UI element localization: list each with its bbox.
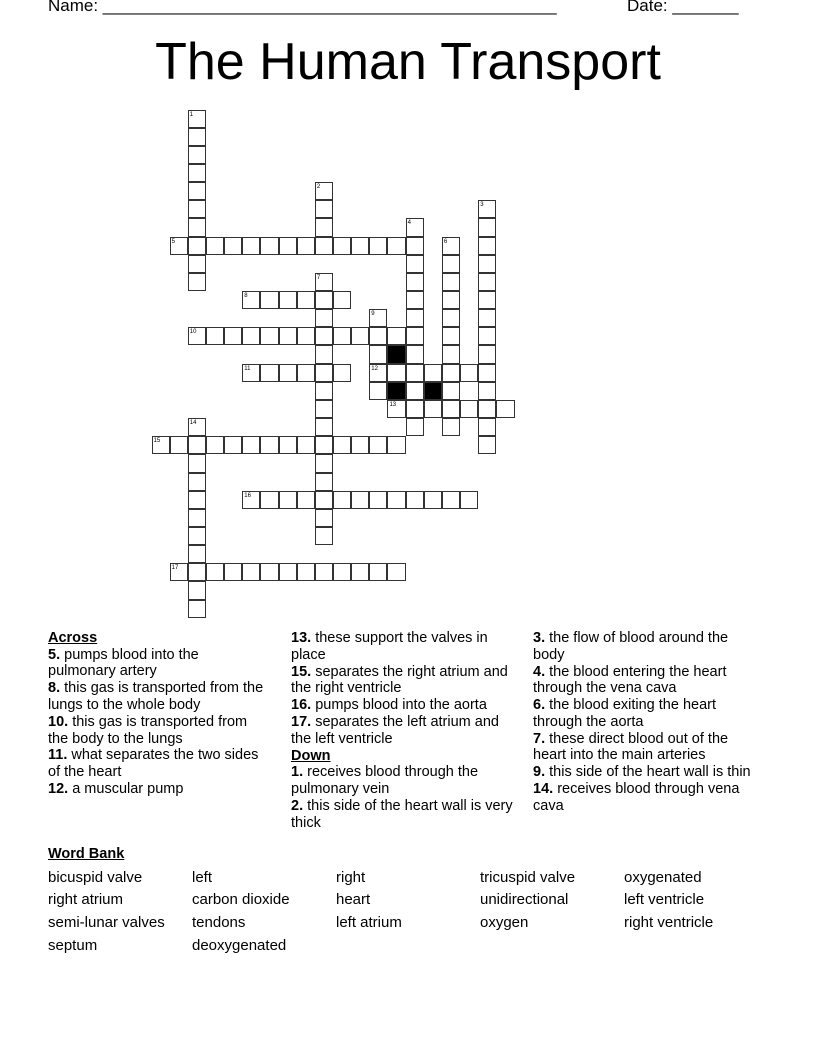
crossword-cell[interactable] [369, 345, 387, 363]
crossword-black-cell [387, 382, 405, 400]
clue-across-5: 5. pumps blood into the pulmonary artery [48, 646, 199, 680]
across-heading: Across [48, 630, 98, 646]
crossword-cell[interactable] [406, 218, 424, 236]
crossword-black-cell [387, 345, 405, 363]
crossword-cell[interactable] [224, 327, 242, 345]
crossword-cell[interactable] [369, 327, 387, 345]
crossword-cell[interactable] [260, 563, 278, 581]
crossword-cell[interactable] [224, 563, 242, 581]
crossword-cell[interactable] [315, 563, 333, 581]
crossword-cell[interactable] [333, 364, 351, 382]
crossword-cell[interactable] [478, 382, 496, 400]
clue-number: 15 [153, 438, 161, 445]
crossword-cell[interactable] [351, 436, 369, 454]
clue-number: 6 [443, 238, 448, 245]
word-bank-item: carbon dioxide [192, 891, 290, 908]
crossword-cell[interactable] [478, 418, 496, 436]
crossword-cell[interactable] [351, 563, 369, 581]
clue-number: 13 [389, 401, 397, 408]
crossword-cell[interactable] [188, 454, 206, 472]
crossword-cell[interactable] [206, 327, 224, 345]
clue-across-17: 17. separates the left atrium and the left ventricle [291, 714, 499, 747]
word-bank-item: tricuspid valve [480, 869, 576, 886]
crossword-cell[interactable] [478, 436, 496, 454]
crossword-cell[interactable] [369, 364, 387, 382]
clue-down-4: 4. the blood entering the heart through the vena cava [533, 663, 727, 697]
crossword-cell[interactable] [206, 563, 224, 581]
crossword-cell[interactable] [315, 345, 333, 363]
crossword-cell[interactable] [188, 110, 206, 128]
word-bank-item: right atrium [48, 891, 124, 908]
crossword-cell[interactable] [387, 436, 405, 454]
clue-down-7: 7. these direct blood out of the heart into the main arteries [533, 730, 729, 764]
crossword-cell[interactable] [315, 454, 333, 472]
crossword-cell[interactable] [297, 364, 315, 382]
crossword-cell[interactable] [188, 237, 206, 255]
clue-number: 10 [189, 329, 197, 336]
crossword-cell[interactable] [478, 364, 496, 382]
crossword-cell[interactable] [224, 436, 242, 454]
crossword-cell[interactable] [224, 237, 242, 255]
crossword-cell[interactable] [478, 273, 496, 291]
crossword-cell[interactable] [188, 327, 206, 345]
clue-number: 8 [244, 293, 248, 299]
crossword-cell[interactable] [478, 237, 496, 255]
word-bank-item: left ventricle [624, 891, 705, 908]
word-bank-item: tendons [192, 914, 246, 931]
word-bank-item: left [192, 869, 213, 886]
crossword-cell[interactable] [333, 237, 351, 255]
crossword-cell[interactable] [260, 364, 278, 382]
crossword-cell[interactable] [315, 218, 333, 236]
word-bank-heading: Word Bank [48, 846, 125, 862]
crossword-cell[interactable] [369, 237, 387, 255]
crossword-cell[interactable] [188, 273, 206, 291]
crossword-cell[interactable] [315, 509, 333, 527]
crossword-cell[interactable] [333, 436, 351, 454]
crossword-cell[interactable] [406, 327, 424, 345]
crossword-cell[interactable] [297, 237, 315, 255]
crossword-cell[interactable] [297, 491, 315, 509]
crossword-cell[interactable] [478, 400, 496, 418]
crossword-cell[interactable] [242, 436, 260, 454]
word-bank-item: oxygen [480, 914, 529, 931]
crossword-cell[interactable] [406, 491, 424, 509]
crossword-cell[interactable] [152, 436, 170, 454]
word-bank-item: unidirectional [480, 891, 569, 908]
crossword-cell[interactable] [315, 491, 333, 509]
crossword-cell[interactable] [369, 309, 387, 327]
clue-down-6: 6. the blood exiting the heart through the aorta [533, 697, 716, 730]
crossword-cell[interactable] [351, 327, 369, 345]
crossword-cell[interactable] [333, 563, 351, 581]
crossword-cell[interactable] [406, 255, 424, 273]
crossword-cell[interactable] [188, 473, 206, 491]
crossword-cell[interactable] [442, 309, 460, 327]
crossword-cell[interactable] [170, 436, 188, 454]
crossword-cell[interactable] [442, 327, 460, 345]
crossword-cell[interactable] [188, 146, 206, 164]
crossword-cell[interactable] [442, 400, 460, 418]
crossword-cell[interactable] [242, 364, 260, 382]
crossword-cell[interactable] [460, 364, 478, 382]
crossword-cell[interactable] [206, 436, 224, 454]
crossword-cell[interactable] [260, 436, 278, 454]
crossword-cell[interactable] [242, 237, 260, 255]
clue-down-3: 3. the flow of blood around the body [533, 630, 729, 663]
crossword-cell[interactable] [260, 327, 278, 345]
across-clues-col1 [48, 630, 268, 798]
clue-number: 1 [189, 111, 194, 118]
down-clues-col3 [533, 630, 763, 815]
crossword-cell[interactable] [406, 273, 424, 291]
crossword-cell[interactable] [333, 291, 351, 309]
crossword-cell[interactable] [315, 364, 333, 382]
crossword-cell[interactable] [442, 491, 460, 509]
clue-down-9: 9. this side of the heart wall is thin [533, 764, 751, 781]
clue-across-16: 16. pumps blood into the aorta [291, 697, 487, 714]
clue-across-13: 13. these support the valves in place [291, 630, 488, 663]
crossword-cell[interactable] [406, 364, 424, 382]
clue-across-12: 12. a muscular pump [48, 781, 184, 798]
crossword-cell[interactable] [242, 291, 260, 309]
clue-across-11: 11. what separates the two sides of the heart [48, 747, 259, 781]
crossword-cell[interactable] [279, 491, 297, 509]
word-bank-item: deoxygenated [192, 937, 287, 954]
crossword-cell[interactable] [188, 563, 206, 581]
crossword-cell[interactable] [188, 255, 206, 273]
crossword-cell[interactable] [406, 345, 424, 363]
crossword-cell[interactable] [297, 291, 315, 309]
crossword-cell[interactable] [315, 527, 333, 545]
crossword-cell[interactable] [315, 182, 333, 200]
crossword-cell[interactable] [315, 291, 333, 309]
crossword-cell[interactable] [260, 237, 278, 255]
crossword-cell[interactable] [442, 345, 460, 363]
crossword-cell[interactable] [424, 400, 442, 418]
crossword-cell[interactable] [442, 291, 460, 309]
crossword-cell[interactable] [297, 436, 315, 454]
crossword-cell[interactable] [170, 237, 188, 255]
crossword-cell[interactable] [297, 563, 315, 581]
clue-number: 17 [171, 565, 179, 572]
crossword-cell[interactable] [315, 473, 333, 491]
down-heading: Down [291, 747, 331, 764]
word-bank-item: right ventricle [624, 914, 714, 931]
crossword-cell[interactable] [188, 527, 206, 545]
crossword-cell[interactable] [188, 545, 206, 563]
crossword-cell[interactable] [297, 327, 315, 345]
crossword-cell[interactable] [333, 491, 351, 509]
crossword-cell[interactable] [478, 200, 496, 218]
crossword-cell[interactable] [315, 418, 333, 436]
clue-number: 14 [189, 420, 197, 427]
crossword-cell[interactable] [188, 218, 206, 236]
crossword-cell[interactable] [279, 327, 297, 345]
crossword-cell[interactable] [387, 364, 405, 382]
crossword-cell[interactable] [442, 382, 460, 400]
crossword-cell[interactable] [188, 418, 206, 436]
crossword-cell[interactable] [478, 327, 496, 345]
crossword-cell[interactable] [406, 382, 424, 400]
crossword-cell[interactable] [188, 128, 206, 146]
crossword-cell[interactable] [406, 418, 424, 436]
clue-number: 2 [316, 184, 321, 191]
word-bank-item: right [336, 869, 366, 886]
crossword-cell[interactable] [351, 237, 369, 255]
clue-number: 11 [244, 365, 251, 372]
crossword-cell[interactable] [333, 327, 351, 345]
clue-down-2: 2. this side of the heart wall is very thick [291, 797, 513, 831]
crossword-cell[interactable] [369, 382, 387, 400]
clue-number: 12 [371, 365, 378, 372]
date-field[interactable]: Date: _______ [627, 0, 739, 15]
crossword-cell[interactable] [188, 581, 206, 599]
clue-across-8: 8. this gas is transported from the lungs to the whole body [48, 680, 264, 713]
clue-down-1: 1. receives blood through the pulmonary vein [291, 764, 479, 798]
crossword-cell[interactable] [315, 327, 333, 345]
crossword-black-cell [424, 382, 442, 400]
crossword-cell[interactable] [442, 255, 460, 273]
crossword-cell[interactable] [387, 237, 405, 255]
clues-col2 [291, 630, 516, 832]
crossword-cell[interactable] [242, 563, 260, 581]
crossword-cell[interactable] [188, 164, 206, 182]
crossword-cell[interactable] [387, 491, 405, 509]
crossword-cell[interactable] [279, 237, 297, 255]
crossword-cell[interactable] [242, 327, 260, 345]
clue-number: 9 [371, 311, 375, 318]
crossword-cell[interactable] [351, 491, 369, 509]
crossword-cell[interactable] [188, 182, 206, 200]
word-bank-item: bicuspid valve [48, 869, 143, 886]
crossword-cell[interactable] [460, 491, 478, 509]
crossword-cell[interactable] [315, 200, 333, 218]
word-bank-item: left atrium [336, 914, 402, 931]
word-bank-item: heart [336, 891, 371, 908]
crossword-cell[interactable] [315, 400, 333, 418]
clue-number: 5 [171, 238, 175, 245]
crossword-cell[interactable] [188, 491, 206, 509]
crossword-cell[interactable] [279, 291, 297, 309]
name-field[interactable]: Name: ________________________________________________ [48, 0, 557, 15]
crossword-cell[interactable] [406, 309, 424, 327]
crossword-cell[interactable] [496, 400, 514, 418]
clue-number: 3 [480, 202, 484, 209]
crossword-cell[interactable] [406, 400, 424, 418]
crossword-cell[interactable] [188, 200, 206, 218]
crossword-cell[interactable] [387, 400, 405, 418]
crossword-cell[interactable] [387, 563, 405, 581]
crossword-cell[interactable] [442, 273, 460, 291]
crossword-cell[interactable] [279, 436, 297, 454]
crossword-cell[interactable] [315, 436, 333, 454]
crossword-cell[interactable] [188, 600, 206, 618]
crossword-cell[interactable] [424, 491, 442, 509]
clue-down-14: 14. receives blood through vena cava [533, 781, 740, 814]
crossword-cell[interactable] [188, 436, 206, 454]
clue-across-10: 10. this gas is transported from the body to the lungs [48, 713, 248, 747]
crossword-cell[interactable] [188, 509, 206, 527]
crossword-cell[interactable] [279, 563, 297, 581]
crossword-cell[interactable] [170, 563, 188, 581]
crossword-cell[interactable] [442, 418, 460, 436]
crossword-cell[interactable] [315, 273, 333, 291]
crossword-cell[interactable] [260, 491, 278, 509]
word-bank-item: semi-lunar valves [48, 914, 165, 931]
crossword-cell[interactable] [369, 436, 387, 454]
crossword-cell[interactable] [387, 327, 405, 345]
word-bank-item: oxygenated [624, 869, 702, 886]
crossword-cell[interactable] [478, 309, 496, 327]
crossword-cell[interactable] [315, 237, 333, 255]
crossword-cell[interactable] [478, 255, 496, 273]
crossword-cell[interactable] [478, 345, 496, 363]
crossword-cell[interactable] [315, 309, 333, 327]
crossword-cell[interactable] [369, 563, 387, 581]
clue-number: 16 [244, 492, 251, 499]
crossword-cell[interactable] [442, 237, 460, 255]
crossword-cell[interactable] [406, 291, 424, 309]
crossword-cell[interactable] [442, 364, 460, 382]
crossword-cell[interactable] [406, 237, 424, 255]
crossword-cell[interactable] [424, 364, 442, 382]
crossword-cell[interactable] [279, 364, 297, 382]
crossword-cell[interactable] [478, 291, 496, 309]
crossword-cell[interactable] [460, 400, 478, 418]
crossword-cell[interactable] [478, 218, 496, 236]
crossword-cell[interactable] [206, 237, 224, 255]
clue-number: 4 [407, 220, 411, 227]
clue-across-15: 15. separates the right atrium and the right ventricle [291, 663, 508, 697]
crossword-cell[interactable] [369, 491, 387, 509]
crossword-cell[interactable] [260, 291, 278, 309]
word-bank-item: septum [48, 937, 98, 954]
crossword-cell[interactable] [242, 491, 260, 509]
page-title: The Human Transport [155, 33, 661, 91]
crossword-cell[interactable] [315, 382, 333, 400]
clue-number: 7 [316, 274, 321, 281]
